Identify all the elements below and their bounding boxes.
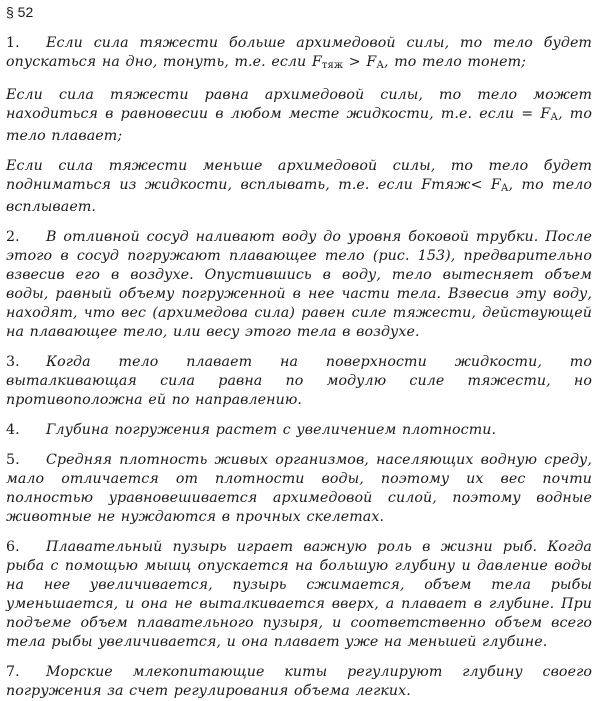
paragraph-number: 7. xyxy=(6,664,20,680)
paragraph-number: 4. xyxy=(6,422,20,438)
paragraph-text: Если сила тяжести меньше архимедовой силы, то тело будет подниматься из жидкости, всплывать, т.е. если Fтяж< F xyxy=(6,158,592,193)
paragraph-text: Когда тело плавает на поверхности жидкости, то выталкивающая сила равна по модулю силе тяжести, но противоположна ей по направлению. xyxy=(6,354,592,408)
paragraph-text: > F xyxy=(343,54,377,70)
paragraph-number: 5. xyxy=(6,452,20,468)
paragraph-text: В отливной сосуд наливают воду до уровня боковой трубки. После этого в сосуд погружают плавающее тело (рис. 153), предварительно взвесив его в воздухе. Опустившись в воду, тело вытесняет объем воды, равный объему погруженной в нее части тела. Взвесив эту воду, находят, что вес (архимедова сила) равен силе тяжести, действующей на плавающее тело, или весу этого тела в воздухе. xyxy=(6,229,592,340)
subscript: А xyxy=(376,60,385,71)
paragraph-number: 2. xyxy=(6,229,20,245)
paragraph-number: 6. xyxy=(6,539,20,555)
paragraph-text: , то тело тонет; xyxy=(384,54,527,70)
subscript: тяж xyxy=(321,60,344,71)
paragraph-1c xyxy=(6,157,592,217)
paragraph-number: 3. xyxy=(6,354,20,370)
paragraph-text: Если сила тяжести равна архимедовой силы, то тело может находиться в равновесии в любом месте жидкости, т.е. если = F xyxy=(6,87,592,122)
paragraph-text: Средняя плотность живых организмов, населяющих водную среду, мало отличается от плотности воды, поэтому их вес почти полностью уравновешивается архимедовой силой, поэтому водные животные не нуждаются в прочных скелетах. xyxy=(6,452,592,525)
paragraph-1b xyxy=(6,86,592,146)
paragraph-text: , то тело плавает; xyxy=(6,106,592,144)
paragraph-3 xyxy=(6,353,592,410)
paragraph-5 xyxy=(6,451,592,527)
paragraph-4 xyxy=(6,421,592,440)
paragraph-7 xyxy=(6,663,592,701)
subscript: А xyxy=(500,183,509,194)
paragraph-text: Морские млекопитающие киты регулируют глубину своего погружения за счет регулирования объема легких. xyxy=(6,664,592,699)
paragraph-text: Плавательный пузырь играет важную роль в жизни рыб. Когда рыба с помощью мышц опускается на большую глубину и давление воды на нее увеличивается, пузырь сжимается, объем тела рыбы уменьшается, и она не выталкивается вверх, а плавает в глубине. При подъеме объем плавательного пузыря, и соответственно объем всего тела рыбы увеличивается, и она плавает уже на меньшей глубине. xyxy=(6,539,592,650)
paragraph-text: Глубина погружения растет с увеличением плотности. xyxy=(46,422,497,438)
paragraph-text: Если сила тяжести больше архимедовой силы, то тело будет опускаться на дно, тонуть, т.е. если F xyxy=(6,35,592,70)
paragraph-text: , то тело всплывает. xyxy=(6,177,592,215)
subscript: А xyxy=(550,112,559,123)
paragraph-number: 1. xyxy=(6,35,20,51)
section-number: § 52 xyxy=(6,4,34,20)
paragraph-2 xyxy=(6,228,592,342)
paragraph-1 xyxy=(6,34,592,75)
paragraph-6 xyxy=(6,538,592,652)
